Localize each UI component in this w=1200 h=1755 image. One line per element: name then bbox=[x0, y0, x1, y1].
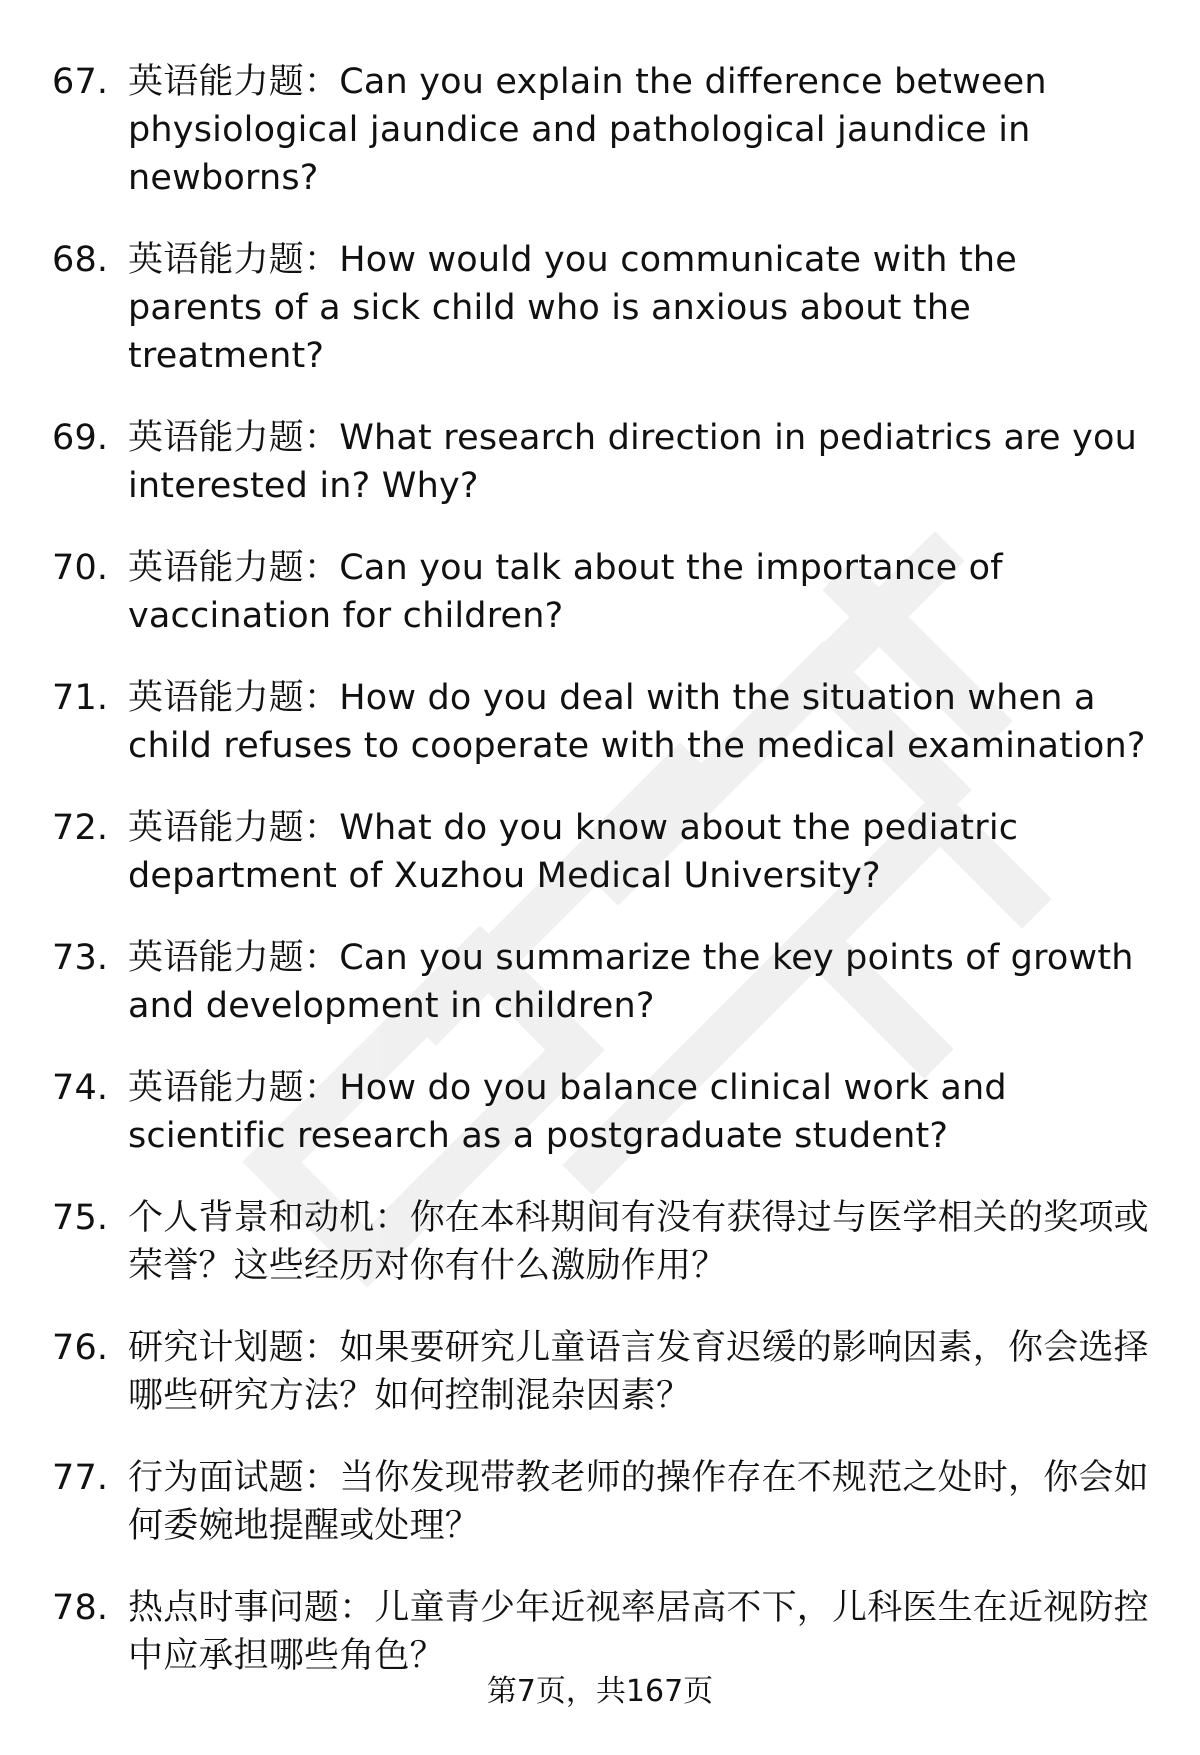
question-item-70 bbox=[52, 544, 1162, 640]
question-item-75 bbox=[52, 1194, 1162, 1290]
question-number: 75. bbox=[52, 1198, 109, 1238]
question-item-73 bbox=[52, 934, 1162, 1030]
question-text: 个人背景和动机：你在本科期间有没有获得过与医学相关的奖项或荣誉？这些经历对你有什么激励作用？ bbox=[128, 1198, 1149, 1286]
question-number: 72. bbox=[52, 808, 109, 848]
question-item-67 bbox=[52, 58, 1162, 202]
question-text: 英语能力题：Can you explain the difference between physiological jaundice and pathological jaundice in newborns? bbox=[128, 62, 1047, 198]
question-item-72 bbox=[52, 804, 1162, 900]
question-text: 英语能力题：What do you know about the pediatric department of Xuzhou Medical University? bbox=[128, 808, 1019, 896]
question-text: 行为面试题：当你发现带教老师的操作存在不规范之处时，你会如何委婉地提醒或处理？ bbox=[128, 1458, 1149, 1546]
question-item-69 bbox=[52, 414, 1162, 510]
question-number: 68. bbox=[52, 240, 109, 280]
question-number: 76. bbox=[52, 1328, 109, 1368]
question-text: 热点时事问题：儿童青少年近视率居高不下，儿科医生在近视防控中应承担哪些角色？ bbox=[128, 1588, 1149, 1676]
question-number: 74. bbox=[52, 1068, 109, 1108]
question-text: 英语能力题：What research direction in pediatrics are you interested in? Why? bbox=[128, 418, 1137, 506]
question-number: 71. bbox=[52, 678, 109, 718]
question-text: 英语能力题：How do you deal with the situation when a child refuses to cooperate with the medical examination? bbox=[128, 678, 1146, 766]
question-number: 77. bbox=[52, 1458, 109, 1498]
page-footer: 第7页，共167页 bbox=[486, 1674, 714, 1709]
question-item-77 bbox=[52, 1454, 1162, 1550]
question-text: 英语能力题：Can you talk about the importance of vaccination for children? bbox=[128, 548, 1003, 636]
question-text: 英语能力题：How do you balance clinical work and scientific research as a postgraduate student? bbox=[128, 1068, 1007, 1156]
question-number: 67. bbox=[52, 62, 109, 102]
question-text: 英语能力题：How would you communicate with the parents of a sick child who is anxious about the treatment? bbox=[128, 240, 1018, 376]
question-item-71 bbox=[52, 674, 1162, 770]
question-number: 73. bbox=[52, 938, 109, 978]
question-item-76 bbox=[52, 1324, 1162, 1420]
question-item-68 bbox=[52, 236, 1162, 380]
question-list bbox=[52, 58, 1162, 1714]
question-text: 研究计划题：如果要研究儿童语言发育迟缓的影响因素，你会选择哪些研究方法？如何控制混杂因素？ bbox=[128, 1328, 1149, 1416]
question-number: 70. bbox=[52, 548, 109, 588]
question-text: 英语能力题：Can you summarize the key points of growth and development in children? bbox=[128, 938, 1134, 1026]
question-item-78 bbox=[52, 1584, 1162, 1680]
question-item-74 bbox=[52, 1064, 1162, 1160]
question-number: 78. bbox=[52, 1588, 109, 1628]
question-number: 69. bbox=[52, 418, 109, 458]
